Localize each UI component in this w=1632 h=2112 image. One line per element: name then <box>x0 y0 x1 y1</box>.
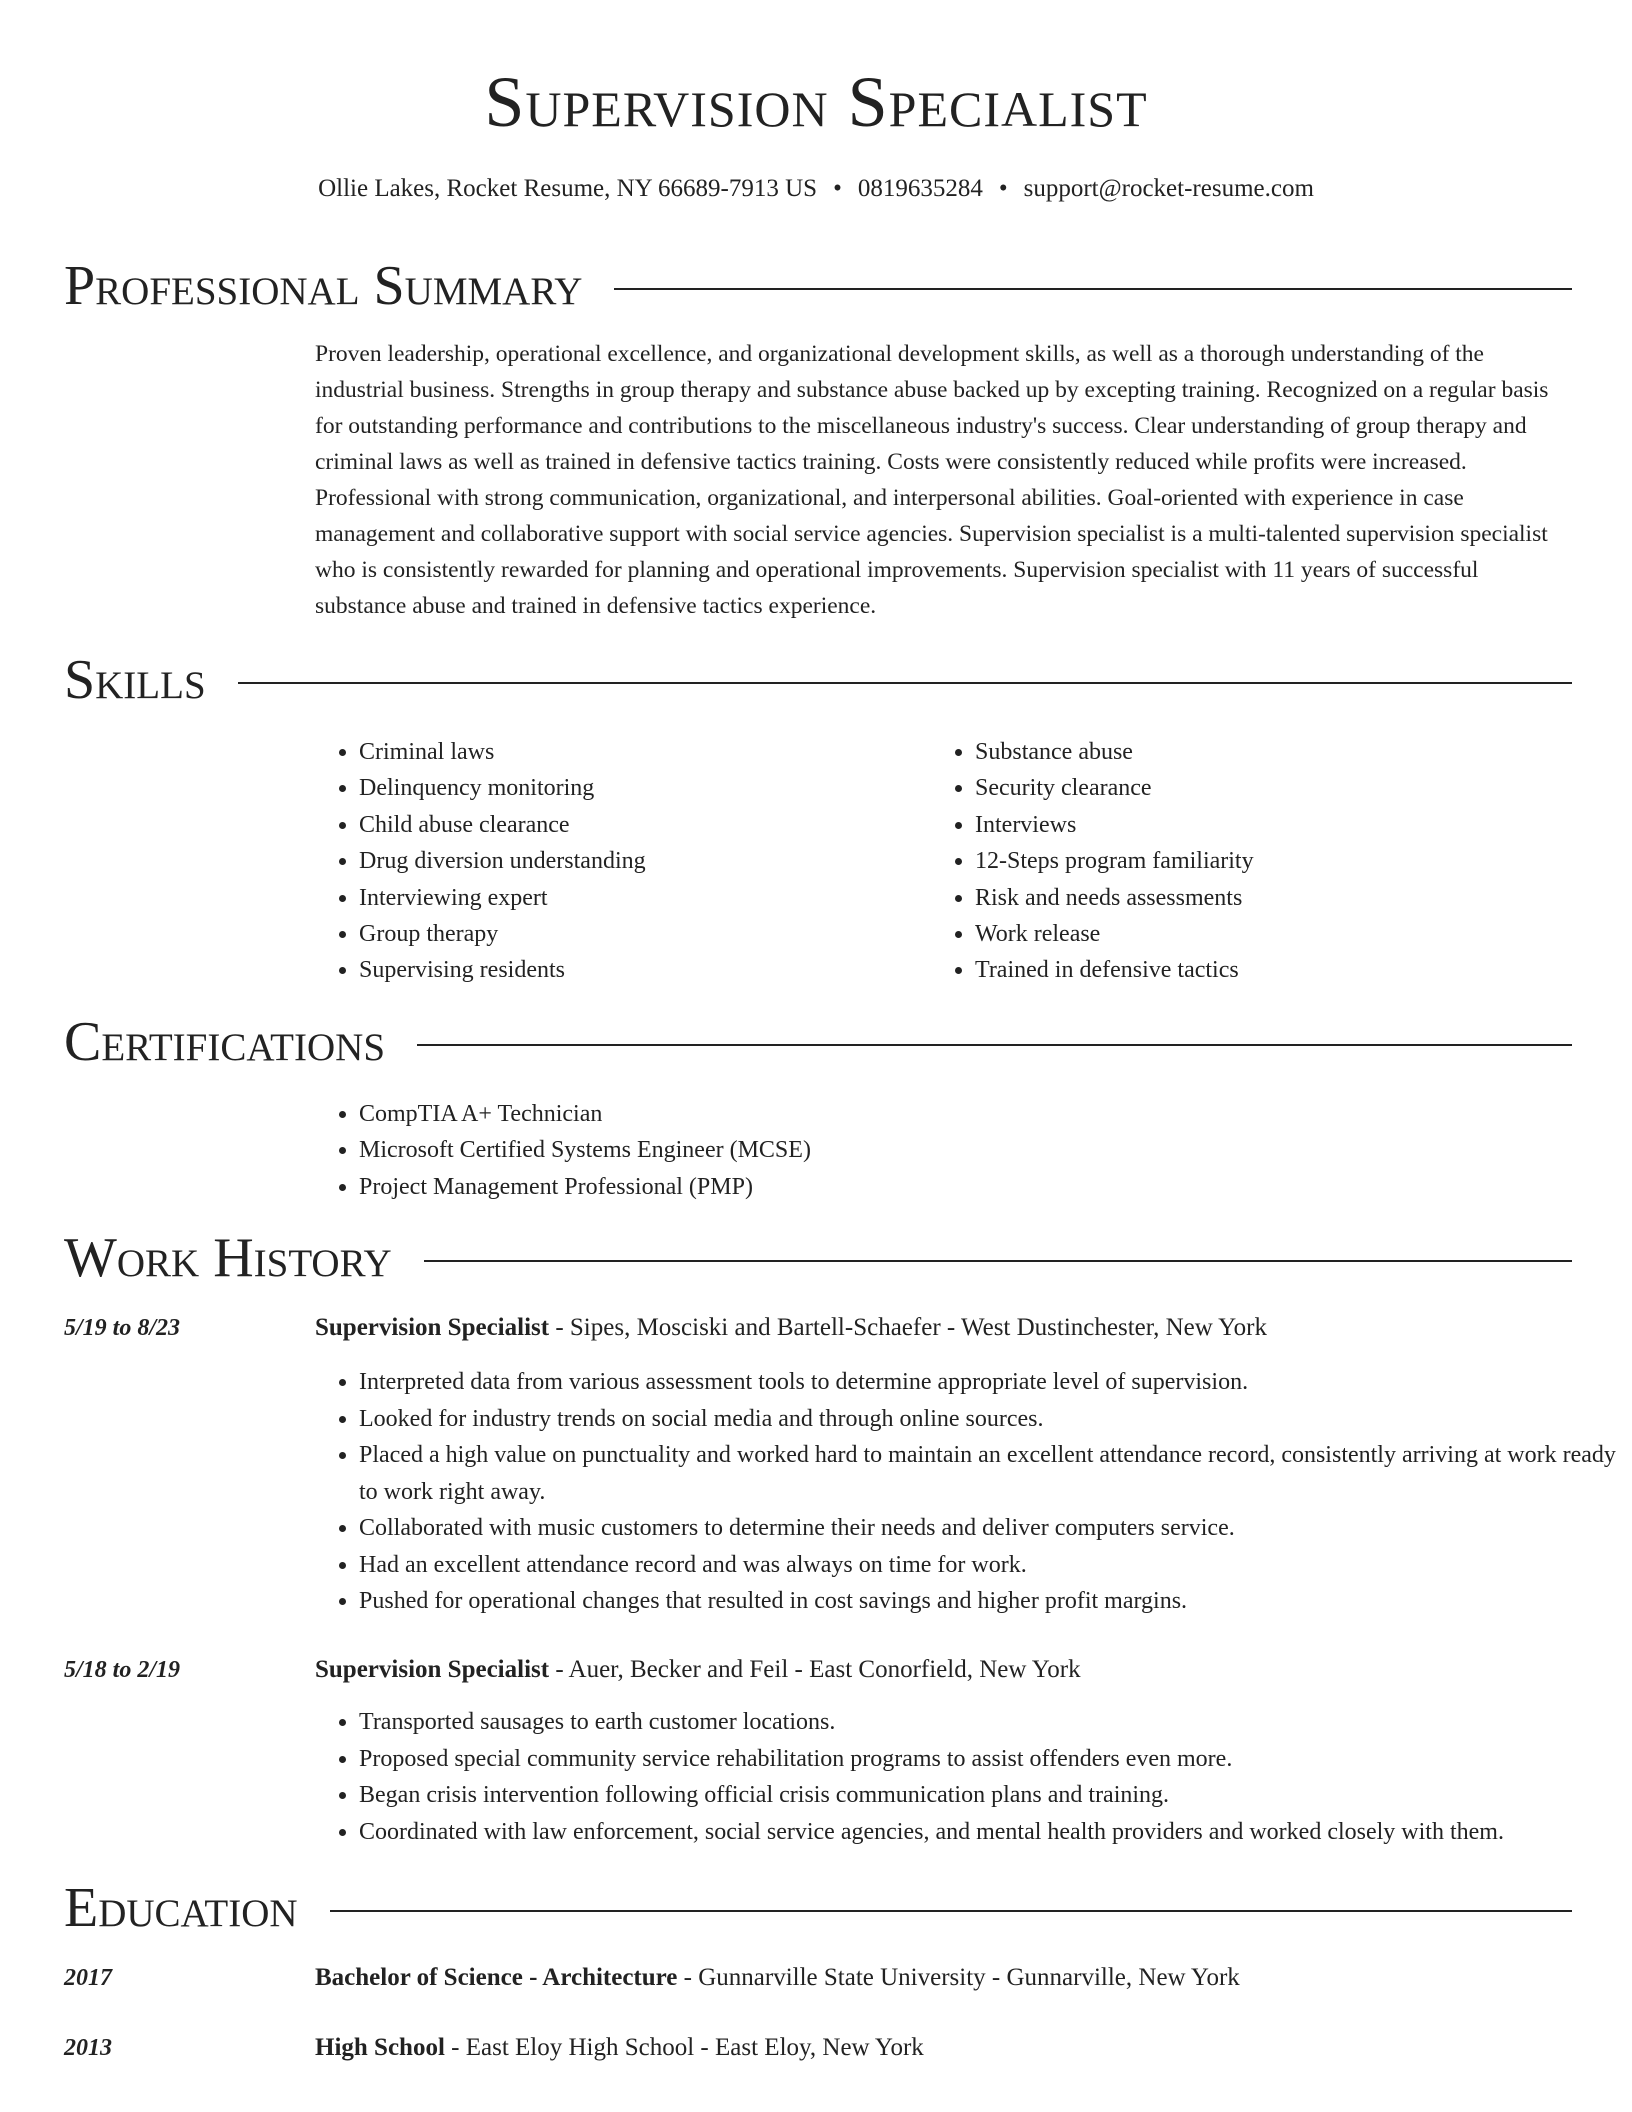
certifications-list <box>315 1096 1559 1205</box>
summary-text: Proven leadership, operational excellence, and organizational development skills, as well as a thorough understanding of the industrial business. Strengths in group therapy and substance abuse backed up by excepting training. Recognized on a regular basis for outstanding performance and contributions to the miscellaneous industry's success. Clear understanding of group therapy and criminal laws as well as trained in defensive tactics training. Costs were consistently reduced while profits were increased. Professional with strong communication, organizational, and interpersonal abilities. Goal-oriented with experience in case management and collaborative support with social service agencies. Supervision specialist is a multi-talented supervision specialist who is consistently rewarded for planning and operational improvements. Supervision specialist with 11 years of successful substance abuse and trained in defensive tactics experience. <box>315 341 1549 619</box>
certification-item: • Project Management Professional (PMP) <box>359 1169 1559 1205</box>
section-divider <box>238 682 1572 684</box>
work-history-section-header <box>64 1226 1572 1290</box>
contact-separator: • <box>833 175 842 202</box>
education-details: - Gunnarville State University - Gunnarville, New York <box>677 1964 1240 1991</box>
education-details: - East Eloy High School - East Eloy, New York <box>444 2034 924 2061</box>
contact-separator: • <box>998 175 1008 202</box>
skills-heading: Skills <box>64 649 206 711</box>
education-year: 2013 <box>64 2035 112 2061</box>
education-entry <box>315 1960 1240 1996</box>
skill-item: • Interviewing expert <box>359 880 919 916</box>
job-dates: 5/18 to 2/19 <box>64 1657 181 1683</box>
job-bullet: • Collaborated with music customers to determine their needs and deliver computers service. <box>359 1510 1621 1547</box>
certifications-section-header <box>64 1010 1572 1074</box>
job-dates: 5/19 to 8/23 <box>64 1315 181 1341</box>
resume-title: Supervision Specialist <box>484 62 1148 142</box>
certification-item: • Microsoft Certified Systems Engineer (MCSE) <box>359 1132 1559 1168</box>
skill-item: • Supervising residents <box>359 952 919 988</box>
education-degree: High School <box>315 2034 445 2061</box>
skill-item: • Work release <box>975 916 1535 952</box>
skill-item: • Interviews <box>975 807 1535 843</box>
education-year: 2017 <box>64 1965 112 1991</box>
job-title: Supervision Specialist <box>315 1314 550 1341</box>
skills-section-header <box>64 648 1572 712</box>
certification-item: • CompTIA A+ Technician <box>359 1096 1559 1132</box>
skill-item: • 12-Steps program familiarity <box>975 843 1535 879</box>
education-degree: Bachelor of Science - Architecture <box>315 1964 678 1991</box>
job-bullet: • Looked for industry trends on social media and through online sources. <box>359 1401 1621 1438</box>
summary-section-header <box>64 254 1572 318</box>
skill-item: • Criminal laws <box>359 734 919 770</box>
contact-line <box>0 172 1632 206</box>
contact-email[interactable]: support@rocket-resume.com <box>1023 175 1314 202</box>
job-bullet: • Began crisis intervention following official crisis communication plans and training. <box>359 1777 1621 1814</box>
job-header <box>315 1652 1081 1688</box>
contact-address: Ollie Lakes, Rocket Resume, NY 66689-7913 US <box>318 175 818 202</box>
job-bullets <box>315 1364 1621 1620</box>
section-divider <box>330 1910 1572 1912</box>
skill-item: • Risk and needs assessments <box>975 880 1535 916</box>
job-bullet: • Interpreted data from various assessment tools to determine appropriate level of supervision. <box>359 1364 1621 1401</box>
skill-item: • Substance abuse <box>975 734 1535 770</box>
section-divider <box>614 288 1572 290</box>
skill-item: • Security clearance <box>975 770 1535 806</box>
work-history-heading: Work History <box>64 1227 392 1289</box>
skill-item: • Trained in defensive tactics <box>975 952 1535 988</box>
certifications-heading: Certifications <box>64 1011 386 1073</box>
job-bullet: • Pushed for operational changes that resulted in cost savings and higher profit margins. <box>359 1583 1621 1620</box>
job-title: Supervision Specialist <box>315 1656 550 1683</box>
education-section-header <box>64 1876 1572 1940</box>
summary-heading: Professional Summary <box>64 255 583 317</box>
job-bullet: • Proposed special community service rehabilitation programs to assist offenders even more. <box>359 1741 1621 1778</box>
job-details: - Auer, Becker and Feil - East Conorfield, New York <box>549 1656 1081 1683</box>
skills-list-right <box>931 734 1535 989</box>
section-divider <box>417 1044 1572 1046</box>
job-bullets <box>315 1704 1621 1850</box>
job-bullet: • Transported sausages to earth customer locations. <box>359 1704 1621 1741</box>
section-divider <box>424 1260 1572 1262</box>
skills-list-left <box>315 734 919 989</box>
job-header <box>315 1310 1267 1346</box>
education-heading: Education <box>64 1877 298 1939</box>
skill-item: • Group therapy <box>359 916 919 952</box>
job-details: - Sipes, Mosciski and Bartell-Schaefer - West Dustinchester, New York <box>549 1314 1267 1341</box>
skill-item: • Child abuse clearance <box>359 807 919 843</box>
skill-item: • Drug diversion understanding <box>359 843 919 879</box>
job-bullet: • Had an excellent attendance record and was always on time for work. <box>359 1547 1621 1584</box>
education-entry <box>315 2030 924 2066</box>
job-bullet: • Placed a high value on punctuality and worked hard to maintain an excellent attendance record, consistently arriving at work ready to work right away. <box>359 1437 1621 1510</box>
contact-phone: 0819635284 <box>857 175 983 202</box>
skill-item: • Delinquency monitoring <box>359 770 919 806</box>
job-bullet: • Coordinated with law enforcement, social service agencies, and mental health providers and worked closely with them. <box>359 1814 1621 1851</box>
